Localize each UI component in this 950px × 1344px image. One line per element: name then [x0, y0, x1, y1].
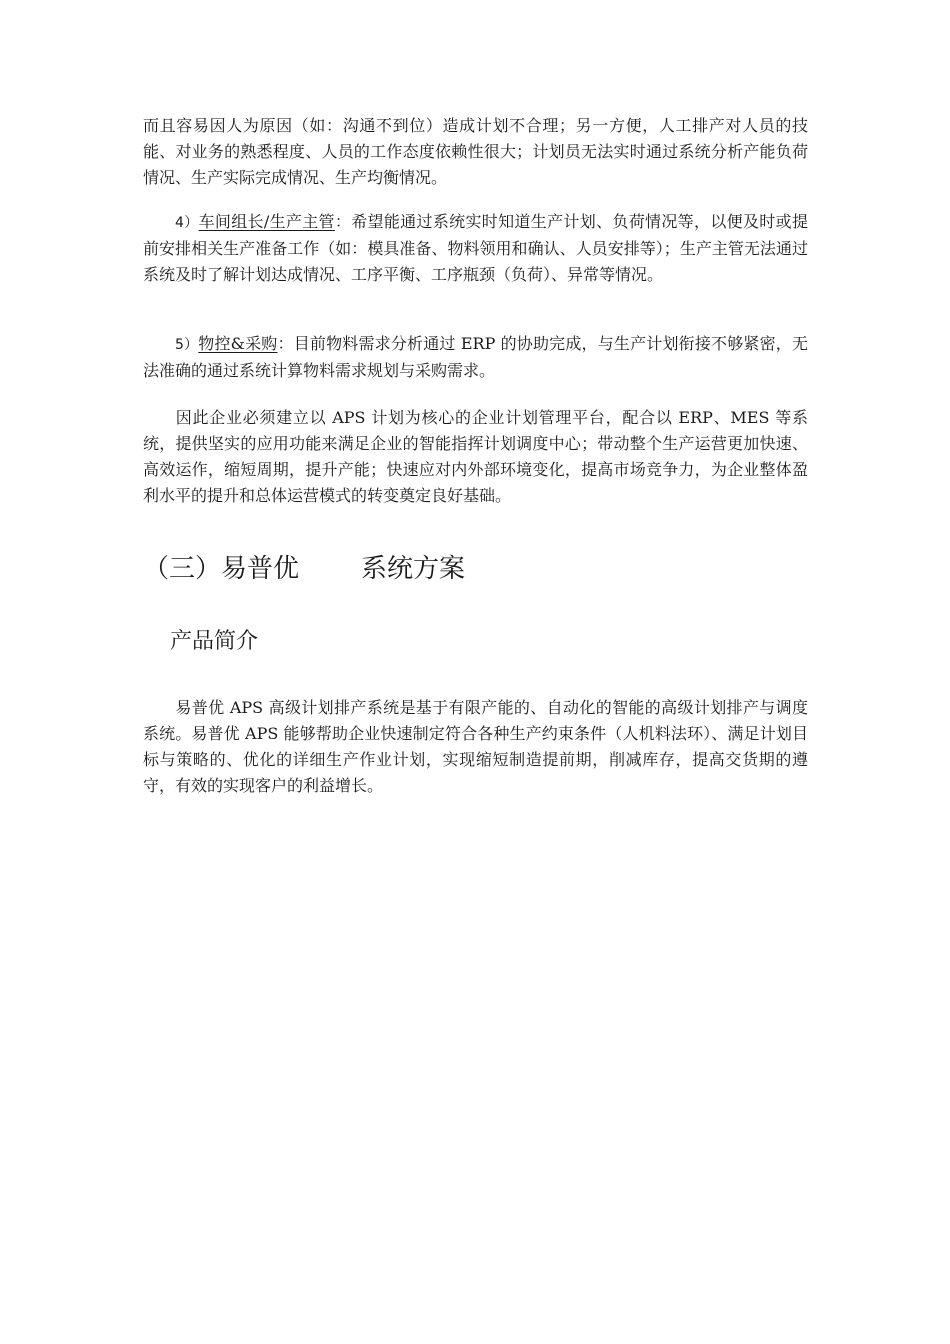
subsection-heading: 产品简介 [170, 629, 259, 654]
paragraph-workshop-leader [143, 209, 808, 288]
role-label: 物控&采购 [198, 334, 278, 353]
paragraph-text: 目前物料需求分析通过 ERP 的协助完成，与生产计划衔接不够紧密，无法准确的通过系统计算物料需求规划与采购需求。 [143, 334, 808, 380]
paragraph-product-intro [143, 695, 808, 799]
section-heading [143, 549, 465, 589]
paragraph-text: 而且容易因人为原因（如：沟通不到位）造成计划不合理；另一方便，人工排产对人员的技能、对业务的熟悉程度、人员的工作态度依赖性很大；计划员无法实时通过系统分析产能负荷情况、生产实际完成情况、生产均衡情况。 [143, 116, 808, 187]
item-number: 4） [175, 215, 199, 231]
role-label: 车间组长/生产主管 [198, 212, 335, 231]
paragraph-material-purchasing [143, 331, 808, 384]
paragraph-planning-issues [143, 113, 808, 191]
paragraph-text: 希望能通过系统实时知道生产计划、负荷情况等，以便及时或提前安排相关生产准备工作（如：模具准备、物料领用和确认、人员安排等）；生产主管无法通过系统及时了解计划达成情况、工序平衡、工序瓶颈（负荷）、异常等情况。 [143, 212, 808, 284]
label-colon: ： [277, 334, 294, 353]
label-colon: ： [334, 212, 352, 231]
section-title-part1: （三）易普优 [143, 554, 300, 584]
paragraph-text: 因此企业必须建立以 APS 计划为核心的企业计划管理平台，配合以 ERP、MES 等系统，提供坚实的应用功能来满足企业的智能指挥计划调度中心；带动整个生产运营更加快速、高效运作，缩短周期，提升产能；快速应对内外部环境变化，提高市场竞争力，为企业整体盈利水平的提升和总体运营模式的转变奠定良好基础。 [143, 408, 808, 505]
section-title-part2: 系统方案 [361, 554, 466, 584]
paragraph-text: 易普优 APS 高级计划排产系统是基于有限产能的、自动化的智能的高级计划排产与调度系统。易普优 APS 能够帮助企业快速制定符合各种生产约束条件（人机料法环）、满足计划目标与策略的、优化的详细生产作业计划，实现缩短制造提前期，削减库存，提高交货期的遵守，有效的实现客户的利益增长。 [143, 698, 808, 795]
item-number: 5） [175, 337, 199, 353]
paragraph-conclusion [143, 405, 808, 509]
